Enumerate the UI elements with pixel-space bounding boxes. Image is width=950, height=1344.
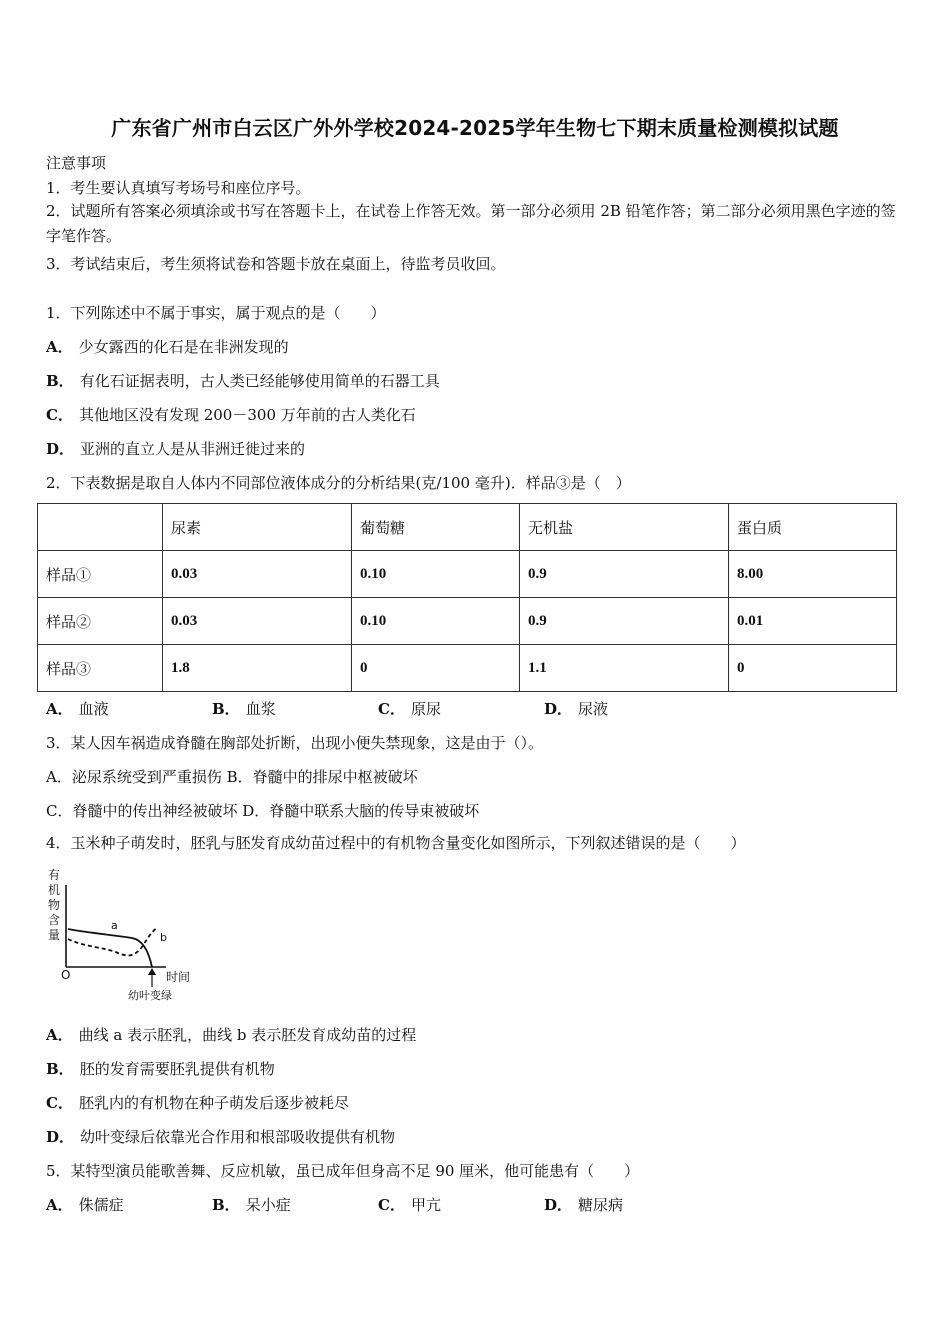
- notice-item: 1．考生要认真填写考场号和座位序号。: [46, 179, 311, 197]
- notice-item: 2．试题所有答案必须填涂或书写在答题卡上，在试卷上作答无效。第一部分必须用 2B 铅笔作答；第二部分必须用黑色字迹的签字笔作答。: [46, 202, 896, 245]
- q5-option-d[interactable]: D． 糖尿病: [544, 1196, 624, 1214]
- y-axis-label-char: 机: [48, 883, 61, 897]
- marker-arrow-head: [148, 968, 156, 975]
- marker-label: 幼叶变绿: [128, 989, 172, 1002]
- table-cell: 0.01: [729, 598, 897, 645]
- q1-option-a[interactable]: A． 少女露西的化石是在非洲发现的: [46, 338, 289, 356]
- y-axis-label-char: 含: [48, 913, 61, 927]
- y-axis-label-char: 物: [48, 898, 61, 912]
- page-title: 广东省广州市白云区广外外学校2024-2025学年生物七下期末质量检测模拟试题: [111, 116, 839, 140]
- q4-option-b[interactable]: B． 胚的发育需要胚乳提供有机物: [46, 1060, 275, 1078]
- table-cell: 0: [729, 645, 897, 692]
- q1-option-d[interactable]: D． 亚洲的直立人是从非洲迁徙过来的: [46, 440, 306, 458]
- notice-heading: 注意事项: [46, 154, 107, 172]
- y-axis-label-char: 有: [48, 868, 61, 882]
- fluid-composition-table: [37, 503, 897, 692]
- q4-option-d[interactable]: D． 幼叶变绿后依靠光合作用和根部吸收提供有机物: [46, 1128, 396, 1146]
- question-1-stem: 1．下列陈述中不属于事实，属于观点的是（ ）: [46, 304, 386, 322]
- table-cell: 8.00: [729, 551, 897, 598]
- q1-option-b[interactable]: B． 有化石证据表明，古人类已经能够使用简单的石器工具: [46, 372, 440, 390]
- table-header-cell: 尿素: [163, 504, 352, 551]
- curve-b: [68, 928, 157, 955]
- q5-option-a[interactable]: A． 侏儒症: [46, 1196, 124, 1214]
- curve-b-label: b: [160, 931, 167, 944]
- table-cell: 样品①: [38, 551, 163, 598]
- q2-option-b[interactable]: B． 血浆: [212, 700, 276, 718]
- curve-a: [68, 929, 152, 967]
- q2-option-c[interactable]: C． 原尿: [378, 700, 441, 718]
- table-cell: 样品②: [38, 598, 163, 645]
- table-cell: 0.9: [520, 551, 729, 598]
- q4-option-a[interactable]: A． 曲线 a 表示胚乳，曲线 b 表示胚发育成幼苗的过程: [46, 1026, 417, 1044]
- q5-option-c[interactable]: C． 甲亢: [378, 1196, 441, 1214]
- x-axis-label: 时间: [166, 970, 191, 984]
- table-cell: 0: [352, 645, 520, 692]
- table-cell: 0.9: [520, 598, 729, 645]
- q2-options: [46, 698, 710, 719]
- q4-option-c[interactable]: C． 胚乳内的有机物在种子萌发后逐步被耗尽: [46, 1094, 349, 1112]
- table-header-row: [38, 504, 897, 551]
- question-4-stem: 4．玉米种子萌发时，胚乳与胚发育成幼苗过程中的有机物含量变化如图所示，下列叙述错误的是（ ）: [46, 834, 746, 852]
- table-cell: 1.1: [520, 645, 729, 692]
- curve-a-label: a: [111, 919, 118, 932]
- q3-options-line-2[interactable]: C．脊髓中的传出神经被破坏 D．脊髓中联系大脑的传导束被破坏: [46, 802, 480, 820]
- table-header-cell: [38, 504, 163, 551]
- table-cell: 0.10: [352, 551, 520, 598]
- table-row: [38, 645, 897, 692]
- organic-matter-graph: [44, 865, 204, 1005]
- q3-options-line-1[interactable]: A．泌尿系统受到严重损伤 B．脊髓中的排尿中枢被破坏: [46, 768, 418, 786]
- table-cell: 0.03: [163, 598, 352, 645]
- y-axis-label-char: 量: [48, 928, 61, 942]
- q2-option-a[interactable]: A． 血液: [46, 700, 109, 718]
- question-3-stem: 3．某人因车祸造成脊髓在胸部处折断，出现小便失禁现象，这是由于（）。: [46, 734, 544, 752]
- q5-option-b[interactable]: B． 呆小症: [212, 1196, 291, 1214]
- q2-option-d[interactable]: D． 尿液: [544, 700, 609, 718]
- table-cell: 0.03: [163, 551, 352, 598]
- table-row: [38, 598, 897, 645]
- table-row: [38, 551, 897, 598]
- table-header-cell: 无机盐: [520, 504, 729, 551]
- question-2-stem: 2．下表数据是取自人体内不同部位液体成分的分析结果(克/100 毫升)．样品③是（ ）: [46, 474, 631, 492]
- notice-item: 3．考试结束后，考生须将试卷和答题卡放在桌面上，待监考员收回。: [46, 255, 506, 273]
- q5-options: [46, 1194, 710, 1215]
- question-5-stem: 5．某特型演员能歌善舞、反应机敏，虽已成年但身高不足 90 厘米，他可能患有（ ）: [46, 1162, 640, 1180]
- table-cell: 1.8: [163, 645, 352, 692]
- table-header-cell: 葡萄糖: [352, 504, 520, 551]
- table-header-cell: 蛋白质: [729, 504, 897, 551]
- table-cell: 样品③: [38, 645, 163, 692]
- origin-label: O: [61, 968, 71, 982]
- q1-option-c[interactable]: C． 其他地区没有发现 200－300 万年前的古人类化石: [46, 406, 416, 424]
- table-cell: 0.10: [352, 598, 520, 645]
